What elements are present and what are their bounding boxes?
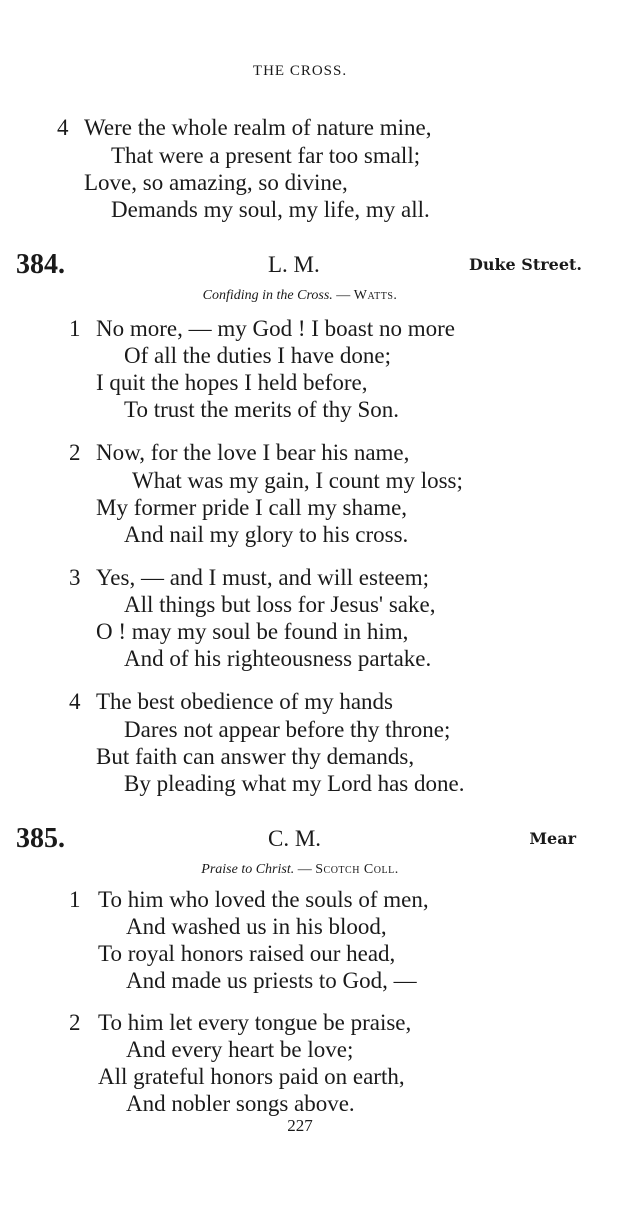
hymn-subtitle	[0, 861, 600, 879]
verse-line: And nail my glory to his cross.	[124, 522, 409, 547]
hymn-tune: Duke Street.	[468, 255, 582, 274]
verse-line: All grateful honors paid on earth,	[98, 1064, 405, 1089]
verse-line: Of all the duties I have done;	[124, 343, 391, 368]
verse-line: By pleading what my Lord has done.	[124, 771, 465, 796]
verse-line: The best obedience of my hands	[96, 689, 393, 714]
verse-line: To him who loved the souls of men,	[98, 887, 429, 912]
hymn-header	[0, 248, 640, 282]
running-head: THE CROSS.	[252, 63, 348, 79]
hymn-author: Watts.	[353, 288, 398, 303]
verse-line: And nobler songs above.	[126, 1091, 355, 1116]
verse-line: All things but loss for Jesus' sake,	[124, 592, 436, 617]
hymn-tune: Mear	[529, 829, 576, 848]
verse-line: Dares not appear before thy throne;	[124, 717, 451, 742]
verse-line: And every heart be love;	[126, 1037, 354, 1062]
verse-line: Love, so amazing, so divine,	[84, 170, 348, 195]
verse-number: 1	[69, 887, 81, 912]
verse-number: 4	[57, 115, 69, 140]
verse-line: Now, for the love I bear his name,	[96, 440, 410, 465]
subtitle-dash: —	[332, 288, 354, 303]
verse-line: No more, — my God ! I boast no more	[96, 316, 455, 341]
verse-line: To royal honors raised our head,	[98, 941, 396, 966]
subtitle-dash: —	[294, 862, 316, 877]
verse-line: I quit the hopes I held before,	[96, 370, 368, 395]
verse-line: But faith can answer thy demands,	[96, 744, 415, 769]
verse-line: Were the whole realm of nature mine,	[84, 115, 432, 140]
hymn-meter: L. M.	[268, 252, 320, 277]
verse-line: Demands my soul, my life, my all.	[111, 197, 430, 222]
verse-line: And washed us in his blood,	[126, 914, 387, 939]
verse-line: And of his righteousness partake.	[124, 646, 432, 671]
verse-line: To trust the merits of thy Son.	[124, 397, 400, 422]
verse-number: 3	[69, 565, 81, 590]
verse-number: 2	[69, 440, 81, 465]
verse-line: My former pride I call my shame,	[96, 495, 408, 520]
verse-line: O ! may my soul be found in him,	[96, 619, 409, 644]
hymn-header	[0, 822, 640, 856]
hymn-topic: Praise to Christ.	[201, 862, 295, 877]
hymn-author: Scotch Coll.	[315, 862, 399, 877]
verse-line: That were a present far too small;	[111, 143, 421, 168]
verse-line: Yes, — and I must, and will esteem;	[96, 565, 430, 590]
page-number: 227	[287, 1116, 313, 1135]
hymn-number: 384.	[16, 249, 65, 280]
verse-line: And made us priests to God, —	[126, 968, 417, 993]
hymn-subtitle	[0, 287, 600, 305]
hymn-number: 385.	[16, 823, 65, 854]
verse-line: What was my gain, I count my loss;	[132, 468, 463, 493]
hymn-topic: Confiding in the Cross.	[202, 288, 333, 303]
verse-line: To him let every tongue be praise,	[98, 1010, 412, 1035]
hymn-meter: C. M.	[268, 826, 322, 851]
verse-number: 1	[69, 316, 81, 341]
verse-number: 2	[69, 1010, 81, 1035]
verse-number: 4	[69, 689, 81, 714]
